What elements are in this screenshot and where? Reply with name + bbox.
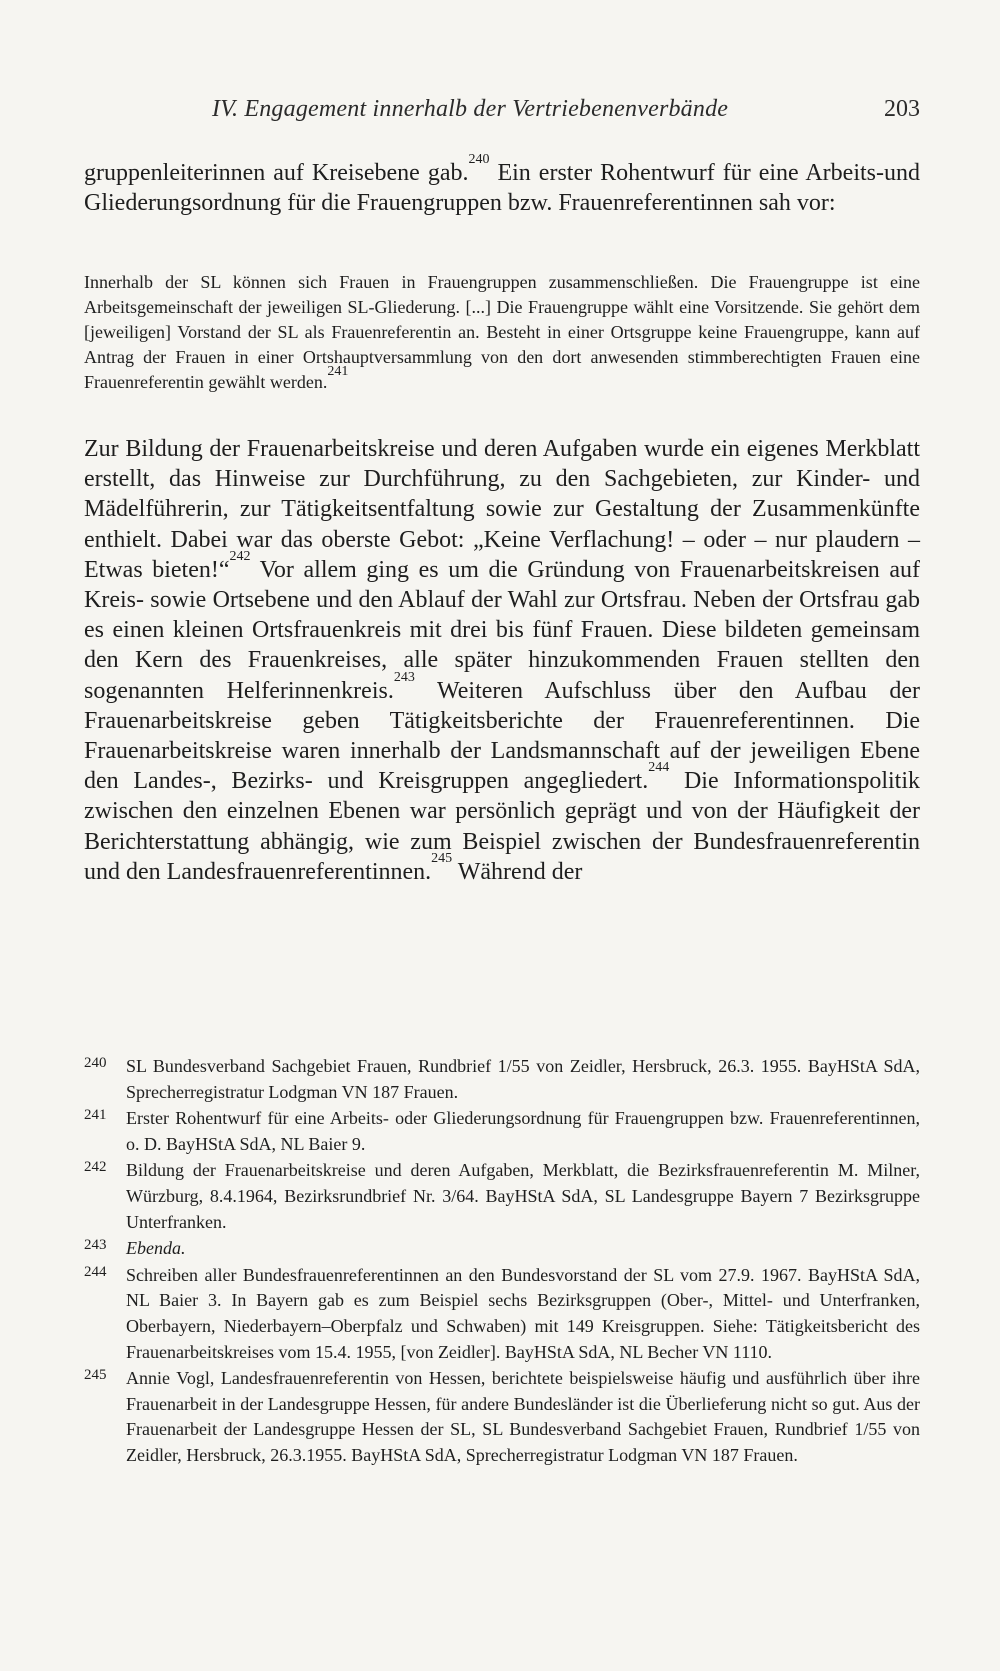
footnote-243 — [84, 1236, 920, 1262]
footnote-245 — [84, 1366, 920, 1468]
footnote-text: Schreiben aller Bundesfrauenreferentinnen an den Bundesvorstand der SL vom 27.9. 1967. BayHStA SdA, NL Baier 3. In Bayern gab es zum Beispiel sechs Bezirksgruppen (Ober-, Mittel- und Unterfranken, Oberbayern, Niederbayern–Oberpfalz und Schwaben) mit 149 Kreisgruppen. Siehe: Tätigkeitsbericht des Frauenarbeitskreises vom 15.4. 1955, [von Zeidler]. BayHStA SdA, NL Becher VN 1110. — [126, 1264, 920, 1362]
footnote-text: Ebenda. — [126, 1238, 186, 1259]
footnote-244 — [84, 1263, 920, 1365]
lead-paragraph — [84, 152, 920, 218]
footnote-text: Erster Rohentwurf für eine Arbeits- oder Gliederungsordnung für Frauengruppen bzw. Frauenreferentinnen, o. D. BayHStA SdA, NL Baier 9. — [126, 1108, 920, 1154]
block-quote — [84, 270, 920, 395]
footnote-number: 245 — [84, 1367, 107, 1384]
body-text-3: Weiteren Aufschluss über den Aufbau der Frauenarbeitskreise geben Tätigkeitsberichte der Frauenreferentinnen. Die Frauenarbeitskreise waren innerhalb der Landsmannschaft auf der jeweiligen Ebene den Landes-, Bezirks- und Kreisgruppen angegliedert. — [84, 677, 921, 795]
lead-text-2: Ein erster Rohentwurf für eine Arbeits-und Gliederungsordnung für die Frauengruppen bzw. Frauenreferentinnen sah vor: — [84, 160, 920, 216]
body-text-2: Vor allem ging es um die Gründung von Frauenarbeitskreisen auf Kreis- sowie Ortsebene und den Ablauf der Wahl zur Ortsfrau. Neben der Ortsfrau gab es einen kleinen Ortsfrauenkreis mit drei bis fünf Frauen. Diese bildeten gemeinsam den Kern des Frauenkreises, alle später hinzukommenden Frauen stellten den sogenannten Helferinnenkreis. — [84, 556, 920, 704]
body-text-4: Die Informationspolitik zwischen den einzelnen Ebenen war persönlich geprägt und von der Häufigkeit der Berichterstattung abhängig, wie zum Beispiel zwischen der Bundesfrauenreferentin und den Landesfrauenreferentinnen. — [84, 768, 921, 885]
footnote-ref-245[interactable]: 245 — [431, 850, 453, 866]
body-text-5: Während der — [452, 858, 583, 885]
quote-text: Innerhalb der SL können sich Frauen in Frauengruppen zusammenschließen. Die Frauengruppe ist eine Arbeitsgemeinschaft der jeweiligen SL-Gliederung. [...] Die Frauengruppe wählt eine Vorsitzende. Sie gehört dem [jeweiligen] Vorstand der SL als Frauenreferentin an. Besteht in einer Ortsgruppe keine Frauengruppe, kann auf Antrag der Frauen in einer Ortshauptversammlung von den dort anwesenden stimmberechtigten Frauen eine Frauenreferentin gewählt werden. — [84, 272, 920, 392]
footnote-number: 240 — [84, 1055, 107, 1071]
footnote-241 — [84, 1106, 920, 1157]
footnote-ref-243[interactable]: 243 — [393, 669, 415, 685]
footnotes-section — [84, 1054, 920, 1470]
body-text-1: Zur Bildung der Frauenarbeitskreise und deren Aufgaben wurde ein eigenes Merkblatt erstellt, das Hinweise zur Durchführung, zu den Sachgebieten, zur Kinder- und Mädelführerin, zur Tätigkeitsentfaltung sowie zur Gestaltung der Zusammenkünfte enthielt. Dabei war das oberste Gebot: „Keine Verflachung! – oder – nur plaudern – Etwas bieten!“ — [84, 436, 920, 583]
footnote-ref-240[interactable]: 240 — [468, 152, 490, 167]
page-number: 203 — [884, 96, 920, 122]
running-head-title: IV. Engagement innerhalb der Vertriebenenverbände — [212, 96, 729, 122]
footnote-242 — [84, 1158, 920, 1235]
footnote-ref-242[interactable]: 242 — [229, 548, 251, 564]
footnote-text: Bildung der Frauenarbeitskreise und deren Aufgaben, Merkblatt, die Bezirksfrauenreferentin M. Milner, Würzburg, 8.4.1964, Bezirksrundbrief Nr. 3/64. BayHStA SdA, SL Landesgruppe Bayern 7 Bezirksgruppe Unterfranken. — [126, 1160, 920, 1232]
footnote-text: SL Bundesverband Sachgebiet Frauen, Rundbrief 1/55 von Zeidler, Hersbruck, 26.3. 1955. BayHStA SdA, Sprecherregistratur Lodgman VN 187 Frauen. — [126, 1056, 920, 1102]
footnote-number: 242 — [84, 1159, 107, 1176]
running-head — [84, 96, 920, 126]
footnote-number: 243 — [84, 1237, 107, 1254]
footnote-ref-241[interactable]: 241 — [327, 364, 349, 379]
footnote-number: 244 — [84, 1263, 107, 1280]
footnote-ref-244[interactable]: 244 — [648, 760, 670, 776]
footnote-text: Annie Vogl, Landesfrauenreferentin von Hessen, berichtete beispielsweise häufig und ausführlich über ihre Frauenarbeit in der Landesgruppe Hessen, für andere Bundesländer ist die Überlieferung nicht so gut. Aus der Frauenarbeit der Landesgruppe Hessen der SL, SL Bundesverband Sachgebiet Frauen, Rundbrief 1/55 von Zeidler, Hersbruck, 26.3.1955. BayHStA SdA, Sprecherregistratur Lodgman VN 187 Frauen. — [126, 1368, 920, 1465]
footnote-240 — [84, 1054, 920, 1105]
footnote-number: 241 — [84, 1107, 107, 1124]
main-paragraph — [84, 434, 920, 887]
lead-text-1: gruppenleiterinnen auf Kreisebene gab. — [84, 160, 469, 186]
